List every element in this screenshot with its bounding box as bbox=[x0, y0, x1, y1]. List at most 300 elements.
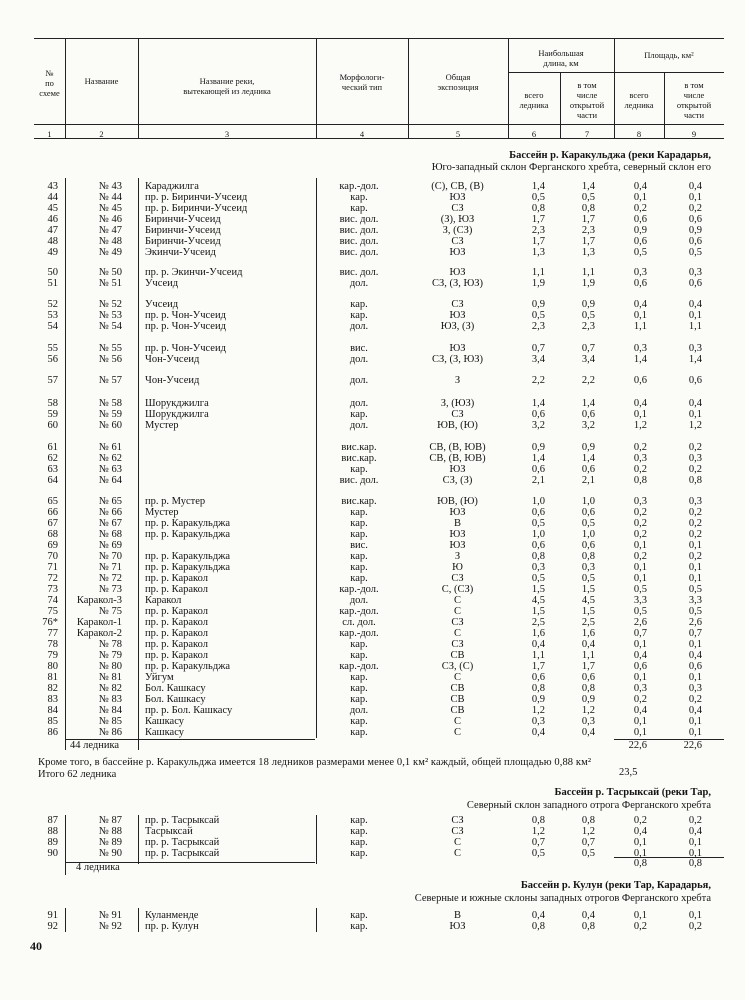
area-open: 0,1 bbox=[688, 639, 702, 650]
morphology: дол. bbox=[349, 595, 369, 606]
length-total: 1,7 bbox=[531, 661, 545, 672]
glacier-name: № 81 bbox=[98, 672, 122, 683]
row-number: 71 bbox=[47, 562, 58, 573]
river-name: Биринчи-Учсеид bbox=[145, 225, 221, 236]
area-open: 0,6 bbox=[688, 278, 702, 289]
glacier-name: № 56 bbox=[98, 354, 122, 365]
exposition: СЗ bbox=[451, 409, 464, 420]
section1-note: Кроме того, в бассейне р. Каракульджа имеется 18 ледников размерами менее 0,1 км² каждый, общей площадью 0,88 км² bbox=[38, 757, 592, 768]
row-number: 82 bbox=[47, 683, 58, 694]
morphology: кар. bbox=[350, 464, 368, 475]
morphology: кар.-дол. bbox=[339, 181, 379, 192]
length-total: 0,6 bbox=[531, 672, 545, 683]
area-open: 0,3 bbox=[688, 343, 702, 354]
table-row bbox=[0, 727, 745, 738]
table-row bbox=[0, 628, 745, 639]
glacier-name: № 64 bbox=[98, 475, 122, 486]
page-number: 40 bbox=[30, 939, 42, 953]
area-open: 0,6 bbox=[688, 375, 702, 386]
row-number: 83 bbox=[47, 694, 58, 705]
morphology: кар. bbox=[350, 848, 368, 859]
row-number: 50 bbox=[47, 267, 58, 278]
header-vline bbox=[65, 38, 66, 138]
length-total: 3,4 bbox=[531, 354, 545, 365]
length-open: 0,3 bbox=[581, 716, 595, 727]
area-total: 1,4 bbox=[633, 354, 647, 365]
length-open: 0,6 bbox=[581, 540, 595, 551]
table-row bbox=[0, 705, 745, 716]
river-name: Тасрыксай bbox=[145, 826, 193, 837]
length-open: 1,1 bbox=[581, 267, 595, 278]
length-open: 0,8 bbox=[581, 203, 595, 214]
area-total: 1,1 bbox=[633, 321, 647, 332]
table-row bbox=[0, 672, 745, 683]
area-total: 0,1 bbox=[633, 672, 647, 683]
morphology: вис. дол. bbox=[339, 236, 379, 247]
table-row bbox=[0, 464, 745, 475]
river-name: Мустер bbox=[145, 420, 179, 431]
morphology: кар. bbox=[350, 529, 368, 540]
river-name: пр. р. Каракульджа bbox=[145, 529, 231, 540]
row-number: 48 bbox=[47, 236, 58, 247]
length-total: 0,4 bbox=[531, 639, 545, 650]
river-name: Бол. Кашкасу bbox=[145, 683, 206, 694]
morphology: вис.кар. bbox=[341, 496, 377, 507]
area-total: 0,2 bbox=[633, 442, 647, 453]
row-number: 84 bbox=[47, 705, 58, 716]
area-open: 0,6 bbox=[688, 214, 702, 225]
morphology: вис.кар. bbox=[341, 453, 377, 464]
area-open: 0,1 bbox=[688, 672, 702, 683]
length-open: 0,5 bbox=[581, 518, 595, 529]
morphology: кар.-дол. bbox=[339, 584, 379, 595]
length-open: 1,7 bbox=[581, 661, 595, 672]
row-number: 45 bbox=[47, 203, 58, 214]
length-total: 0,8 bbox=[531, 551, 545, 562]
area-open: 0,3 bbox=[688, 267, 702, 278]
length-total: 0,6 bbox=[531, 464, 545, 475]
length-total: 1,9 bbox=[531, 278, 545, 289]
table-row bbox=[0, 573, 745, 584]
length-open: 0,4 bbox=[581, 910, 595, 921]
row-number: 90 bbox=[47, 848, 58, 859]
area-total: 0,5 bbox=[633, 584, 647, 595]
length-open: 2,2 bbox=[581, 375, 595, 386]
row-number: 55 bbox=[47, 343, 58, 354]
length-open: 0,6 bbox=[581, 507, 595, 518]
river-name: пр. р. Каракульджа bbox=[145, 518, 231, 529]
area-total: 0,2 bbox=[633, 529, 647, 540]
glacier-name: № 48 bbox=[98, 236, 122, 247]
table-row bbox=[0, 661, 745, 672]
area-open: 0,1 bbox=[688, 409, 702, 420]
length-total: 1,4 bbox=[531, 453, 545, 464]
row-number: 63 bbox=[47, 464, 58, 475]
glacier-name: № 49 bbox=[98, 247, 122, 258]
area-total: 0,4 bbox=[633, 650, 647, 661]
area-open: 0,1 bbox=[688, 727, 702, 738]
glacier-name: № 73 bbox=[98, 584, 122, 595]
length-total: 0,6 bbox=[531, 540, 545, 551]
area-open: 0,2 bbox=[688, 442, 702, 453]
length-open: 2,3 bbox=[581, 225, 595, 236]
exposition: СЗ bbox=[451, 617, 464, 628]
row-number: 62 bbox=[47, 453, 58, 464]
area-open: 0,1 bbox=[688, 910, 702, 921]
exposition: З bbox=[454, 551, 461, 562]
col7-header: в том числе открытой части bbox=[569, 80, 605, 120]
row-number: 59 bbox=[47, 409, 58, 420]
morphology: кар. bbox=[350, 299, 368, 310]
area-open: 0,8 bbox=[688, 475, 702, 486]
area-total: 0,3 bbox=[633, 496, 647, 507]
river-name: Мустер bbox=[145, 507, 179, 518]
area-total: 0,1 bbox=[633, 716, 647, 727]
length-total: 0,4 bbox=[531, 910, 545, 921]
area-open: 0,4 bbox=[688, 181, 702, 192]
length-open: 0,9 bbox=[581, 299, 595, 310]
section2-title: Бассейн р. Тасрыксай (реки Тар, bbox=[554, 787, 711, 798]
area-total: 0,1 bbox=[633, 848, 647, 859]
column-number: 2 bbox=[99, 129, 104, 139]
table-row bbox=[0, 584, 745, 595]
row-number: 85 bbox=[47, 716, 58, 727]
length-total: 2,3 bbox=[531, 225, 545, 236]
table-row bbox=[0, 192, 745, 203]
row-number: 57 bbox=[47, 375, 58, 386]
morphology: кар. bbox=[350, 203, 368, 214]
river-name: пр. р. Каракол bbox=[145, 573, 208, 584]
table-row bbox=[0, 453, 745, 464]
area-total: 0,8 bbox=[633, 475, 647, 486]
area-open: 1,4 bbox=[688, 354, 702, 365]
length-total: 1,2 bbox=[531, 826, 545, 837]
table-row bbox=[0, 518, 745, 529]
river-name: пр. р. Биринчи-Учсеид bbox=[145, 203, 248, 214]
row-number: 69 bbox=[47, 540, 58, 551]
area-total: 0,4 bbox=[633, 398, 647, 409]
exposition: СЗ bbox=[451, 236, 464, 247]
column-number: 4 bbox=[359, 129, 365, 139]
length-open: 2,1 bbox=[581, 475, 595, 486]
exposition: СЗ bbox=[451, 573, 464, 584]
area-total: 0,1 bbox=[633, 540, 647, 551]
river-name: пр. р. Кулун bbox=[145, 921, 199, 932]
row-number: 53 bbox=[47, 310, 58, 321]
area-open: 0,2 bbox=[688, 203, 702, 214]
exposition: СВ bbox=[450, 705, 465, 716]
river-name: Чон-Учсеид bbox=[145, 354, 200, 365]
length-total: 2,1 bbox=[531, 475, 545, 486]
area-total: 0,1 bbox=[633, 562, 647, 573]
exposition: В bbox=[453, 910, 461, 921]
column-number: 8 bbox=[636, 129, 642, 139]
morphology: дол. bbox=[349, 375, 369, 386]
area-open: 1,2 bbox=[688, 420, 702, 431]
row-number: 67 bbox=[47, 518, 58, 529]
exposition: ЮЗ bbox=[449, 267, 466, 278]
morphology: кар. bbox=[350, 716, 368, 727]
table-row bbox=[0, 507, 745, 518]
col2-header: Название bbox=[84, 76, 119, 86]
length-total: 1,1 bbox=[531, 650, 545, 661]
area-open: 0,2 bbox=[688, 921, 702, 932]
length-total: 1,3 bbox=[531, 247, 545, 258]
area-total: 0,1 bbox=[633, 727, 647, 738]
glacier-name: № 60 bbox=[98, 420, 122, 431]
length-total: 1,6 bbox=[531, 628, 545, 639]
area-open: 0,1 bbox=[688, 192, 702, 203]
col5-header: Общая экспозиция bbox=[437, 72, 479, 92]
length-open: 1,4 bbox=[581, 453, 595, 464]
river-name: пр. р. Каракол bbox=[145, 606, 208, 617]
row-number: 77 bbox=[47, 628, 58, 639]
length-total: 0,3 bbox=[531, 716, 545, 727]
morphology: дол. bbox=[349, 398, 369, 409]
row-number: 76* bbox=[42, 617, 58, 628]
area-open: 0,9 bbox=[688, 225, 702, 236]
table-row bbox=[0, 225, 745, 236]
row-number: 74 bbox=[47, 595, 58, 606]
section3-title: Бассейн р. Кулун (реки Тар, Карадарья, bbox=[520, 880, 711, 891]
morphology: кар. bbox=[350, 683, 368, 694]
area-open: 0,5 bbox=[688, 584, 702, 595]
exposition: ЮЗ bbox=[449, 464, 466, 475]
area-open: 0,1 bbox=[688, 310, 702, 321]
river-name: Караджилга bbox=[145, 181, 199, 192]
area-open: 0,3 bbox=[688, 683, 702, 694]
row-number: 64 bbox=[47, 475, 58, 486]
morphology: вис. bbox=[350, 540, 368, 551]
river-name: пр. р. Каракульджа bbox=[145, 551, 231, 562]
exposition: СЗ bbox=[451, 815, 464, 826]
length-total: 0,8 bbox=[531, 203, 545, 214]
river-name: пр. р. Экинчи-Учсеид bbox=[145, 267, 243, 278]
length-open: 1,4 bbox=[581, 398, 595, 409]
area-total: 0,6 bbox=[633, 661, 647, 672]
area-total: 2,6 bbox=[633, 617, 647, 628]
area-total: 0,4 bbox=[633, 181, 647, 192]
area-open: 0,2 bbox=[688, 815, 702, 826]
area-total: 0,6 bbox=[633, 236, 647, 247]
morphology: дол. bbox=[349, 705, 369, 716]
row-number: 51 bbox=[47, 278, 58, 289]
morphology: вис. дол. bbox=[339, 225, 379, 236]
area-total: 0,2 bbox=[633, 464, 647, 475]
glacier-name: № 51 bbox=[98, 278, 122, 289]
river-name: пр. р. Чон-Учсеид bbox=[145, 321, 226, 332]
length-open: 1,0 bbox=[581, 496, 595, 507]
table-row bbox=[0, 921, 745, 932]
area-total: 0,2 bbox=[633, 921, 647, 932]
section2-subtitle: Северный склон западного отрога Ферганского хребта bbox=[466, 800, 711, 811]
row-number: 89 bbox=[47, 837, 58, 848]
area-total: 0,5 bbox=[633, 606, 647, 617]
length-open: 0,6 bbox=[581, 409, 595, 420]
exposition: ЮЗ bbox=[449, 192, 466, 203]
table-row bbox=[0, 321, 745, 332]
length-open: 0,9 bbox=[581, 442, 595, 453]
river-name: Кашкасу bbox=[145, 727, 184, 738]
area-total: 0,2 bbox=[633, 551, 647, 562]
table-row bbox=[0, 181, 745, 192]
section2-total-area: 0,8 bbox=[633, 858, 647, 869]
area-total: 0,2 bbox=[633, 815, 647, 826]
glacier-name: № 59 bbox=[98, 409, 122, 420]
length-open: 2,3 bbox=[581, 321, 595, 332]
morphology: кар. bbox=[350, 409, 368, 420]
morphology: кар. bbox=[350, 518, 368, 529]
glacier-name: № 47 bbox=[98, 225, 122, 236]
area-total: 0,1 bbox=[633, 310, 647, 321]
river-name: Учсеид bbox=[145, 299, 179, 310]
exposition: СВ, (В, ЮВ) bbox=[429, 442, 486, 453]
section3-subtitle: Северные и южные склоны западных отрогов Ферганского хребта bbox=[414, 893, 711, 904]
area-open: 0,1 bbox=[688, 837, 702, 848]
row-number: 43 bbox=[47, 181, 58, 192]
table-row bbox=[0, 475, 745, 486]
length-open: 0,5 bbox=[581, 192, 595, 203]
morphology: кар.-дол. bbox=[339, 661, 379, 672]
length-total: 0,5 bbox=[531, 518, 545, 529]
length-open: 0,8 bbox=[581, 921, 595, 932]
glacier-name: № 80 bbox=[98, 661, 122, 672]
section2-total-label: 4 ледника bbox=[76, 862, 120, 873]
river-name: пр. р. Каракол bbox=[145, 639, 208, 650]
glacier-name: № 67 bbox=[98, 518, 122, 529]
table-row bbox=[0, 837, 745, 848]
table-row bbox=[0, 375, 745, 386]
length-open: 0,8 bbox=[581, 815, 595, 826]
river-name: пр. р. Биринчи-Учсеид bbox=[145, 192, 248, 203]
glacier-name: № 72 bbox=[98, 573, 122, 584]
glacier-name: № 43 bbox=[98, 181, 122, 192]
area-total: 0,2 bbox=[633, 518, 647, 529]
length-total: 0,8 bbox=[531, 815, 545, 826]
morphology: сл. дол. bbox=[342, 617, 376, 628]
morphology: кар.-дол. bbox=[339, 628, 379, 639]
table-row bbox=[0, 910, 745, 921]
length-open: 1,5 bbox=[581, 584, 595, 595]
length-open: 0,9 bbox=[581, 694, 595, 705]
length-open: 1,6 bbox=[581, 628, 595, 639]
morphology: кар. bbox=[350, 507, 368, 518]
column-number: 6 bbox=[531, 129, 537, 139]
length-open: 2,5 bbox=[581, 617, 595, 628]
area-open: 0,2 bbox=[688, 518, 702, 529]
column-number: 5 bbox=[455, 129, 461, 139]
length-total: 0,8 bbox=[531, 683, 545, 694]
area-total: 3,3 bbox=[633, 595, 647, 606]
glacier-name: № 85 bbox=[98, 716, 122, 727]
area-open: 0,3 bbox=[688, 496, 702, 507]
table-row bbox=[0, 815, 745, 826]
length-total: 1,0 bbox=[531, 529, 545, 540]
exposition: СЗ bbox=[451, 639, 464, 650]
glacier-name: № 68 bbox=[98, 529, 122, 540]
glacier-name: № 70 bbox=[98, 551, 122, 562]
river-name: Бол. Кашкасу bbox=[145, 694, 206, 705]
glacier-name: Каракол-1 bbox=[76, 617, 122, 628]
group-rule bbox=[508, 72, 724, 73]
section1-grand-total-label: Итого 62 ледника bbox=[38, 769, 117, 780]
area-total: 0,6 bbox=[633, 375, 647, 386]
table-row bbox=[0, 247, 745, 258]
length-open: 1,9 bbox=[581, 278, 595, 289]
glacier-name: № 88 bbox=[98, 826, 122, 837]
area-total: 0,3 bbox=[633, 267, 647, 278]
area-total: 0,9 bbox=[633, 225, 647, 236]
river-name: пр. р. Тасрыксай bbox=[145, 837, 220, 848]
river-name: пр. р. Тасрыксай bbox=[145, 815, 220, 826]
length-open: 0,5 bbox=[581, 573, 595, 584]
table-row bbox=[0, 551, 745, 562]
length-total: 0,3 bbox=[531, 562, 545, 573]
section1-title: Бассейн р. Каракульджа (реки Карадарья, bbox=[509, 150, 711, 161]
exposition: СВ bbox=[450, 694, 465, 705]
river-name: Шорукджилга bbox=[145, 409, 209, 420]
row-number: 92 bbox=[47, 921, 58, 932]
exposition: СВ bbox=[450, 683, 465, 694]
length-open: 0,6 bbox=[581, 672, 595, 683]
length-total: 0,7 bbox=[531, 343, 545, 354]
length-open: 1,5 bbox=[581, 606, 595, 617]
row-number: 73 bbox=[47, 584, 58, 595]
length-open: 1,4 bbox=[581, 181, 595, 192]
glacier-name: № 75 bbox=[98, 606, 122, 617]
table-row bbox=[0, 442, 745, 453]
section1-total-open: 22,6 bbox=[683, 740, 702, 751]
river-name: пр. р. Чон-Учсеид bbox=[145, 310, 226, 321]
table-row bbox=[0, 826, 745, 837]
area-open: 0,2 bbox=[688, 529, 702, 540]
river-name: Чон-Учсеид bbox=[145, 375, 200, 386]
river-name: пр. р. Каракол bbox=[145, 584, 208, 595]
glacier-name: № 83 bbox=[98, 694, 122, 705]
area-total: 0,3 bbox=[633, 453, 647, 464]
glacier-name: № 71 bbox=[98, 562, 122, 573]
row-number: 49 bbox=[47, 247, 58, 258]
glacier-name: № 78 bbox=[98, 639, 122, 650]
river-name: Кашкасу bbox=[145, 716, 184, 727]
exposition: СЗ, (З, ЮЗ) bbox=[431, 354, 484, 365]
length-total: 0,9 bbox=[531, 694, 545, 705]
length-total: 0,4 bbox=[531, 727, 545, 738]
area-total: 0,1 bbox=[633, 192, 647, 203]
area-open: 0,2 bbox=[688, 464, 702, 475]
area-open: 0,7 bbox=[688, 628, 702, 639]
area-open: 0,1 bbox=[688, 848, 702, 859]
length-open: 1,0 bbox=[581, 529, 595, 540]
morphology: кар. bbox=[350, 826, 368, 837]
row-number: 87 bbox=[47, 815, 58, 826]
table-row bbox=[0, 299, 745, 310]
glacier-name: № 62 bbox=[98, 453, 122, 464]
exposition: ЮЗ bbox=[449, 507, 466, 518]
length-open: 4,5 bbox=[581, 595, 595, 606]
table-row bbox=[0, 343, 745, 354]
row-number: 61 bbox=[47, 442, 58, 453]
river-name: Шорукджилга bbox=[145, 398, 209, 409]
length-total: 0,8 bbox=[531, 921, 545, 932]
area-total: 0,1 bbox=[633, 639, 647, 650]
area-total: 0,1 bbox=[633, 837, 647, 848]
exposition: ЮЗ bbox=[449, 921, 466, 932]
exposition: ЮВ, (Ю) bbox=[437, 496, 478, 507]
exposition: С bbox=[453, 628, 461, 639]
morphology: кар. bbox=[350, 672, 368, 683]
river-name: пр. р. Мустер bbox=[145, 496, 206, 507]
